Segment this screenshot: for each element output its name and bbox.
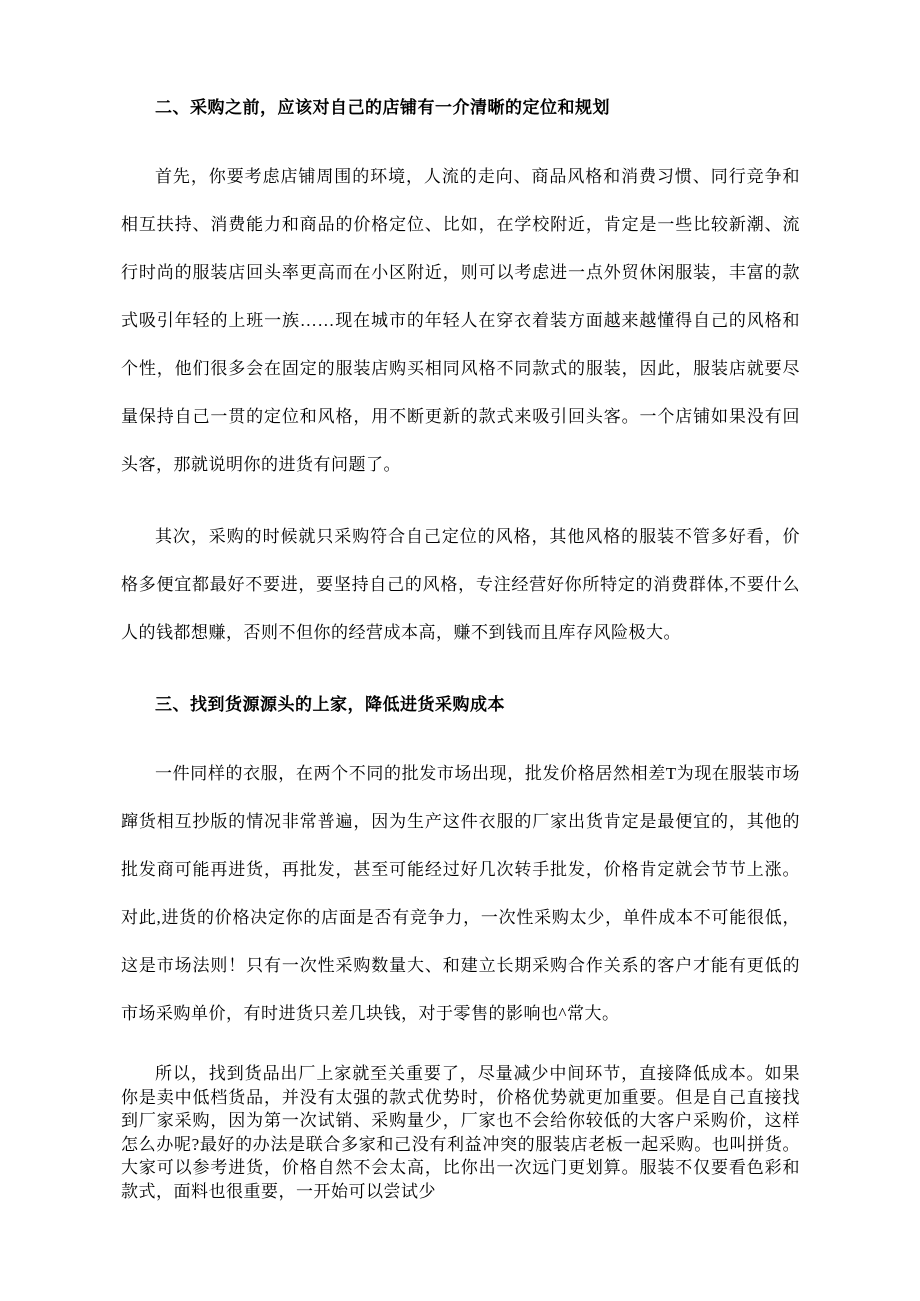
paragraph-fourth: 所以，找到货品出厂上家就至关重要了，尽量减少中间环节，直接降低成本。如果你是卖中低档货品，并没有太强的款式优势时，价格优势就更加重要。但是自己直接找到厂家采购，因为第一次试销、采购量少，厂家也不会给你较低的大客户采购价，这样怎么办呢?最好的办法是联合多家和己没有利益冲突的服装店老板一起采购。也叫拼货。大家可以参考进货，价格自然不会太高，比你出一次远门更划算。服装不仅要看色彩和款式，面料也很重要，一开始可以尝试少	[121, 1064, 800, 1201]
section-heading-three: 三、找到货源源头的上家，降低进货采购成本	[155, 695, 505, 714]
paragraph-first: 首先，你要考虑店铺周围的环境，人流的走向、商品风格和消费习惯、同行竞争和相互扶持、消费能力和商品的价格定位、比如，在学校附近，肯定是一些比较新潮、流行时尚的服装店回头率更高而在小区附近，则可以考虑进一点外贸休闲服装，丰富的款式吸引年轻的上班一族……现在城市的年轻人在穿衣着装方面越来越懂得自己的风格和个性，他们很多会在固定的服装店购买相同风格不同款式的服装，因此，服装店就要尽量保持自己一贯的定位和风格，用不断更新的款式来吸引回头客。一个店铺如果没有回头客，那就说明你的进货有问题了。	[121, 167, 800, 474]
paragraph-second: 其次，采购的时候就只采购符合自己定位的风格，其他风格的服装不管多好看，价格多便宜都最好不要进，要坚持自己的风格，专注经营好你所特定的消费群体,不要什么人的钱都想赚，否则不但你的经营成本高，赚不到钱而且库存风险极大。	[121, 527, 800, 642]
paragraph-third: 一件同样的衣服，在两个不同的批发市场出现，批发价格居然相差T为现在服装市场蹿货相互抄版的情况非常普遍，因为生产这件衣服的厂家出货肯定是最便宜的，其他的批发商可能再进货，再批发，甚至可能经过好几次转手批发，价格肯定就会节节上涨。对此,进货的价格决定你的店面是否有竞争力，一次性采购太少，单件成本不可能很低，这是市场法则！只有一次性采购数量大、和建立长期采购合作关系的客户才能有更低的市场采购单价，有时进货只差几块钱，对于零售的影响也^常大。	[121, 764, 800, 1023]
section-heading-two: 二、采购之前，应该对自己的店铺有一介清晰的定位和规划	[155, 98, 610, 117]
